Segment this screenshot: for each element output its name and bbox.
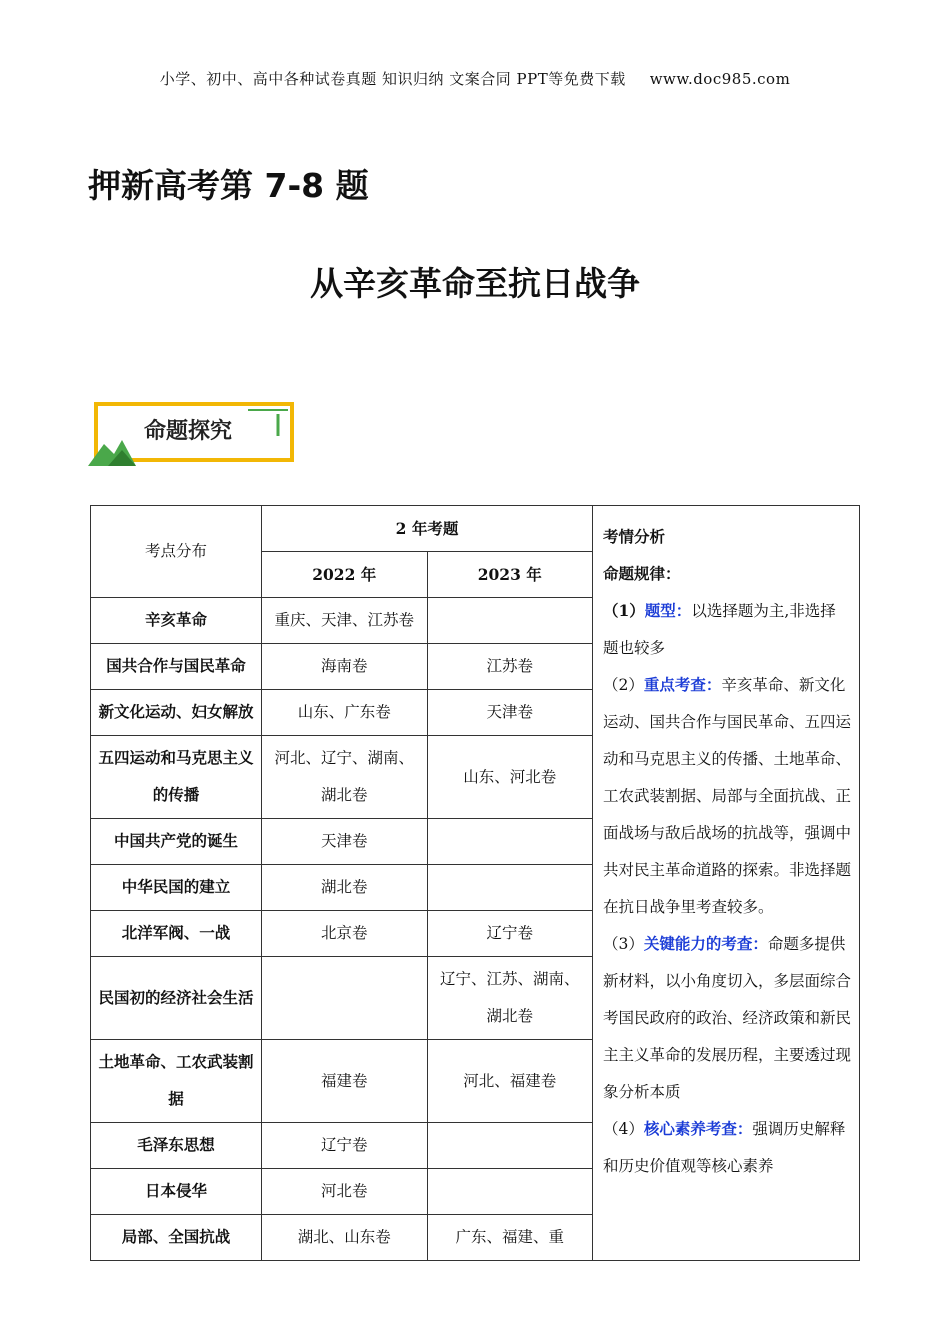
table-row: 日本侵华 河北卷 [91, 1169, 860, 1215]
table-row: 民国初的经济社会生活 辽宁、江苏、湖南、湖北卷 [91, 957, 860, 1040]
header-left-text: 小学、初中、高中各种试卷真题 知识归纳 文案合同 PPT等免费下载 [159, 70, 626, 88]
page-title: 押新高考第 7-8 题 [88, 166, 369, 205]
table-row: 毛泽东思想 辽宁卷 [91, 1123, 860, 1169]
analysis-rule: 命题规律： [603, 564, 681, 583]
page-header [0, 68, 950, 89]
badge-label: 命题探究 [144, 419, 233, 444]
table-row: 土地革命、工农武装割据 福建卷 河北、福建卷 [91, 1040, 860, 1123]
table-row: 北洋军阀、一战 北京卷 辽宁卷 [91, 911, 860, 957]
section-badge [88, 400, 298, 470]
header-two-year: 2 年考题 [262, 506, 593, 552]
table-row: 中国共产党的诞生 天津卷 [91, 819, 860, 865]
analysis-heading: 考情分析 [603, 527, 666, 546]
header-2023: 2023 年 [427, 552, 593, 598]
analysis-item: （2）重点考查：辛亥革命、新文化运动、国共合作与国民革命、五四运动和马克思主义的传播、土地革命、工农武装割据、局部与全面抗战、正面战场与敌后战场的抗战等，强调中共对民主革命道路的探索。非选择题在抗日战争里考查较多。 [603, 676, 852, 916]
table-row: 中华民国的建立 湖北卷 [91, 865, 860, 911]
table-row: 辛亥革命 重庆、天津、江苏卷 [91, 598, 860, 644]
analysis-item: （3）关键能力的考查：命题多提供新材料，以小角度切入，多层面综合考国民政府的政治、经济政策和新民主主义革命的发展历程，主要透过现象分析本质 [603, 935, 852, 1101]
analysis-item: （4）核心素养考查：强调历史解释和历史价值观等核心素养 [603, 1120, 846, 1175]
header-topic: 考点分布 [91, 506, 262, 598]
analysis-panel [593, 506, 860, 1261]
table-row: 新文化运动、妇女解放 山东、广东卷 天津卷 [91, 690, 860, 736]
table-row: 局部、全国抗战 湖北、山东卷 广东、福建、重 [91, 1215, 860, 1261]
table-row: 五四运动和马克思主义的传播 河北、辽宁、湖南、湖北卷 山东、河北卷 [91, 736, 860, 819]
analysis-item: （1）题型：以选择题为主,非选择题也较多 [603, 601, 836, 657]
header-2022: 2022 年 [262, 552, 428, 598]
table-row: 国共合作与国民革命 海南卷 江苏卷 [91, 644, 860, 690]
page-subtitle: 从辛亥革命至抗日战争 [310, 264, 640, 303]
exam-analysis-table [90, 505, 860, 1261]
header-url: www.doc985.com [649, 70, 791, 88]
